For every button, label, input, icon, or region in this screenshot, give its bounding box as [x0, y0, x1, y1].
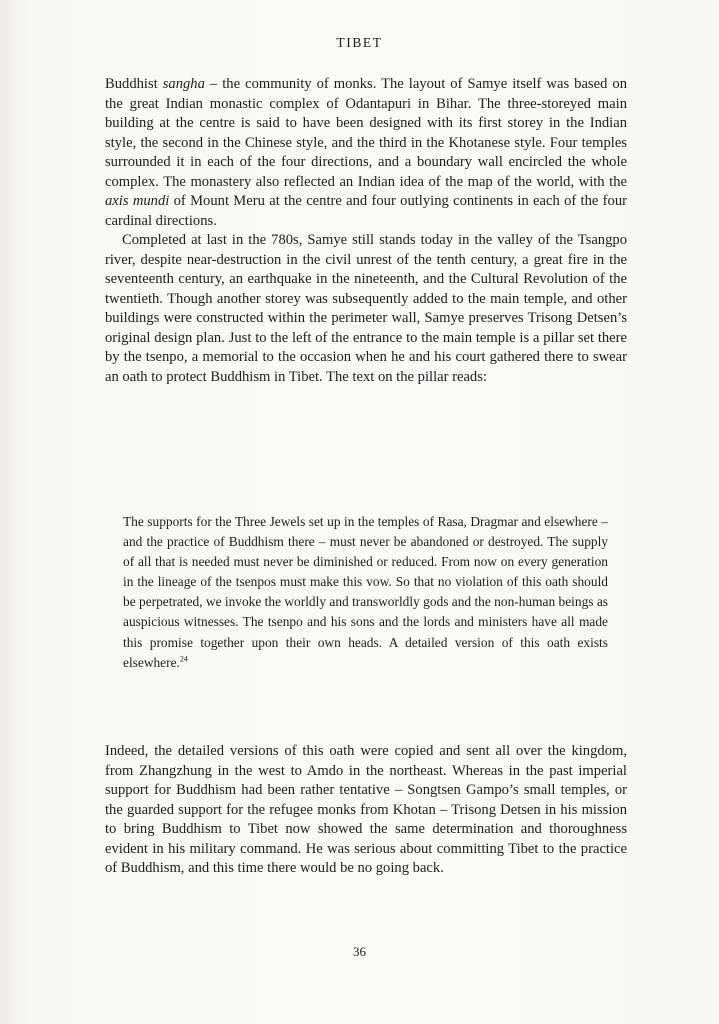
body-text-top	[105, 75, 627, 387]
paragraph-1: Buddhist sangha – the community of monks. The layout of Samye itself was based on the great Indian monastic complex of Odantapuri in Bihar. The three-storeyed main building at the centre is said to have been designed with its first storey in the Indian style, the second in the Chinese style, and the third in the Khotanese style. Four temples surrounded it in each of the four directions, and a boundary wall encircled the whole complex. The monastery also reflected an Indian idea of the map of the world, with the axis mundi of Mount Meru at the centre and four outlying continents in each of the four cardinal directions.	[105, 76, 627, 229]
footnote-ref: 24	[179, 654, 188, 664]
paragraph-2: Completed at last in the 780s, Samye still stands today in the valley of the Tsangpo river, despite near-destruction in the civil unrest of the tenth century, a great fire in the seventeenth century, an earthquake in the nineteenth, and the Cultural Revolution of the twentieth. Though another storey was subsequently added to the main temple, and other buildings were constructed within the perimeter wall, Samye preserves Trisong Detsen’s original design plan. Just to the left of the entrance to the main temple is a pillar set there by the tsenpo, a memorial to the occasion when he and his court gathered there to swear an oath to protect Buddhism in Tibet. The text on the pillar reads:	[105, 232, 627, 385]
pillar-inscription-quote	[123, 512, 608, 673]
term-sangha: sangha	[162, 76, 205, 92]
running-head: TIBET	[336, 35, 383, 50]
body-text-bottom	[105, 742, 627, 879]
paragraph-3: Indeed, the detailed versions of this oath were copied and sent all over the kingdom, from Zhangzhung in the west to Amdo in the northeast. Whereas in the past imperial support for Buddhism had been rather tentative – Songtsen Gampo’s small temples, or the guarded support for the refugee monks from Khotan – Trisong Detsen in his mission to bring Buddhism to Tibet now showed the same determination and thoroughness evident in his military command. He was serious about committing Tibet to the practice of Buddhism, and this time there would be no going back.	[105, 743, 627, 876]
term-axis-mundi: axis mundi	[105, 193, 170, 209]
quote-text: The supports for the Three Jewels set up in the temples of Rasa, Dragmar and elsewhere – and the practice of Buddhism there – must never be abandoned or destroyed. The supply of all that is needed must never be diminished or reduced. From now on every generation in the lineage of the tsenpos must make this vow. So that no violation of this oath should be perpetrated, we invoke the worldly and transworldly gods and the non-human beings as auspicious witnesses. The tsenpo and his sons and the lords and ministers have all made this promise together upon their own heads. A detailed version of this oath exists elsewhere.	[123, 514, 608, 670]
page-number: 36	[353, 944, 366, 959]
